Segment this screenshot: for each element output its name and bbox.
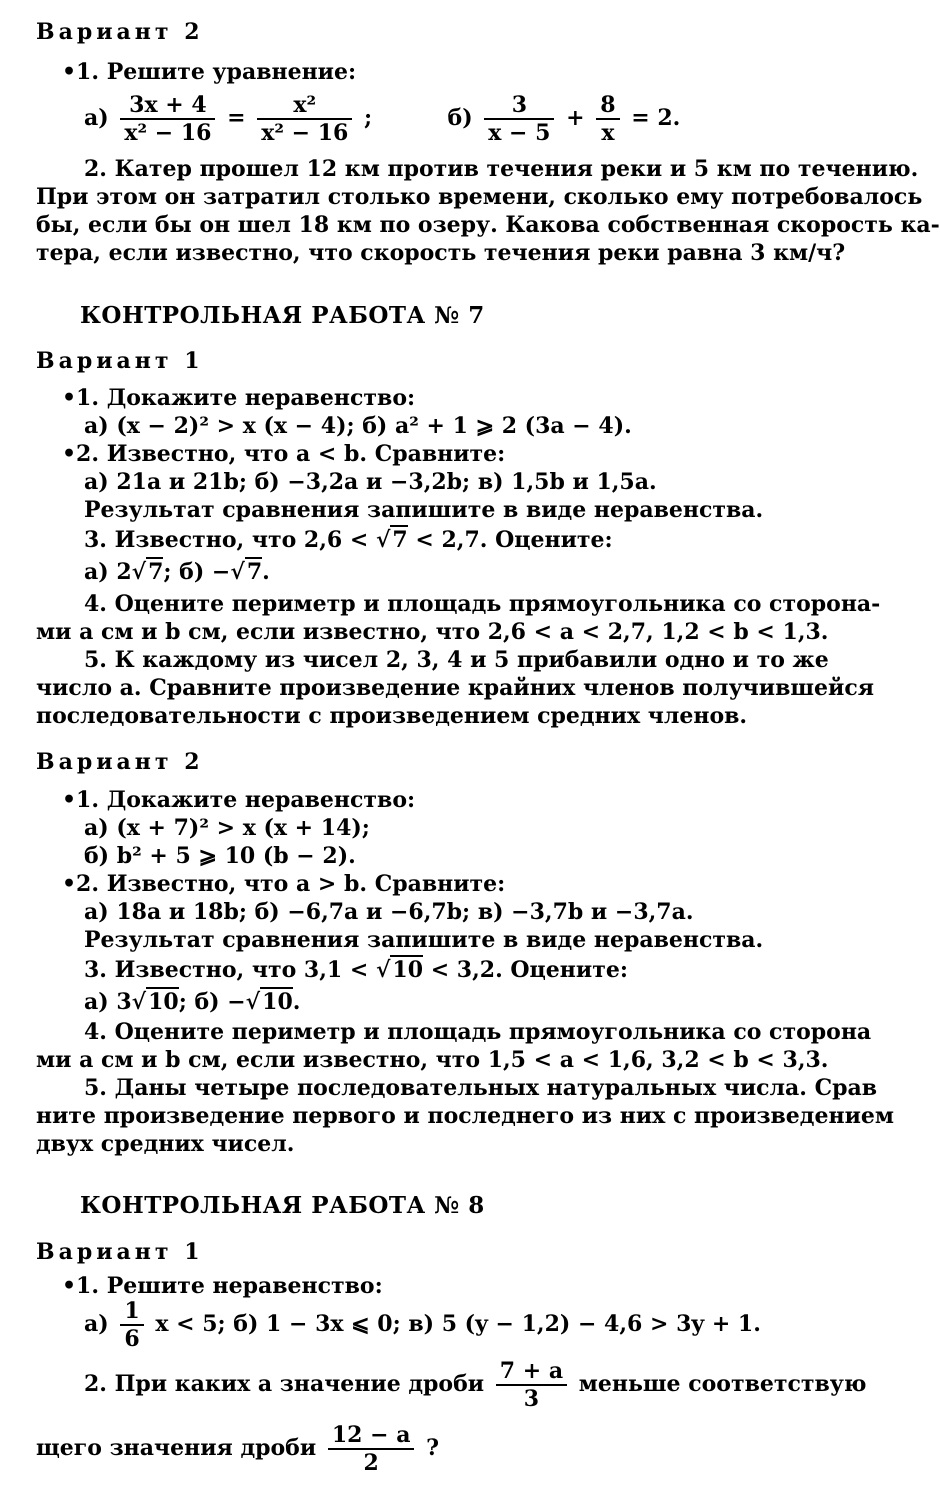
radicand: 7 <box>148 559 164 585</box>
task-3-text: 3. Известно, что 2,6 < √ <box>84 527 391 553</box>
radicand: 7 <box>246 559 263 585</box>
task-2-line: тера, если известно, что скорость течения реки равна 3 км/ч? <box>36 240 846 266</box>
task-5-line: двух средних чисел. <box>36 1131 295 1157</box>
numerator: 3x + 4 <box>120 92 215 120</box>
fraction <box>496 1358 567 1412</box>
task-4-line: 4. Оцените периметр и площадь прямоугольника со сторона <box>84 1019 872 1045</box>
task-1-item: а) (x + 7)² > x (x + 14); <box>84 815 370 841</box>
task-1: •1. Докажите неравенство: <box>62 385 416 411</box>
task-5-line: ните произведение первого и последнего из них с произведением <box>36 1103 894 1129</box>
radicand: 7 <box>392 527 408 553</box>
task-1-items <box>84 1298 761 1352</box>
task-2-items: а) 18a и 18b; б) −6,7a и −6,7b; в) −3,7b и −3,7a. <box>84 899 694 925</box>
task-3-items <box>84 558 270 586</box>
variant-heading: Вариант 1 <box>36 348 204 374</box>
test-heading: КОНТРОЛЬНАЯ РАБОТА № 7 <box>80 302 485 329</box>
task-5-line: последовательности с произведением средних членов. <box>36 703 748 729</box>
task-3 <box>84 526 613 554</box>
semicolon: ; <box>364 105 373 131</box>
task-5-line: 5. К каждому из чисел 2, 3, 4 и 5 прибавили одно и то же <box>84 647 829 673</box>
numerator: 12 − a <box>328 1422 415 1450</box>
question-mark: ? <box>426 1435 440 1461</box>
denominator: x <box>601 120 615 146</box>
fraction <box>484 92 554 146</box>
denominator: 6 <box>124 1326 140 1352</box>
fraction <box>596 92 619 146</box>
fraction <box>257 92 352 146</box>
fraction <box>328 1422 415 1476</box>
task-1-item: б) b² + 5 ⩾ 10 (b − 2). <box>84 843 356 869</box>
task-1-items: а) (x − 2)² > x (x − 4); б) a² + 1 ⩾ 2 (3a − 4). <box>84 413 632 439</box>
task-2-items: а) 21a и 21b; б) −3,2a и −3,2b; в) 1,5b и 1,5a. <box>84 469 657 495</box>
numerator: x² <box>257 92 352 120</box>
task-3-items <box>84 988 300 1016</box>
denominator: x² − 16 <box>261 120 349 146</box>
task-2-text: щего значения дроби <box>36 1435 317 1461</box>
task-2-line: При этом он затратил столько времени, сколько ему потребовалось <box>36 184 923 210</box>
numerator: 1 <box>120 1298 143 1326</box>
task-3-text: < 2,7. Оцените: <box>407 527 613 553</box>
task-2: •2. Известно, что a < b. Сравните: <box>62 441 506 467</box>
fraction <box>120 1298 143 1352</box>
task-2-line: 2. Катер прошел 12 км против течения реки и 5 км по течению. <box>84 156 919 182</box>
denominator: 3 <box>523 1386 540 1412</box>
task-1: •1. Докажите неравенство: <box>62 787 416 813</box>
task-5-line: 5. Даны четыре последовательных натуральных числа. Срав <box>84 1075 878 1101</box>
variant-heading: Вариант 1 <box>36 1239 204 1265</box>
task-2-line: бы, если бы он шел 18 км по озеру. Какова собственная скорость ка- <box>36 212 940 238</box>
denominator: 2 <box>363 1450 379 1476</box>
task-2-line <box>36 1422 439 1476</box>
task-2: •2. Известно, что a > b. Сравните: <box>62 871 506 897</box>
equation-end: = 2. <box>631 105 681 131</box>
item-end: . <box>262 559 270 585</box>
radicand: 10 <box>148 989 179 1015</box>
item-b: ; б) −√ <box>163 559 245 585</box>
task-2-note: Результат сравнения запишите в виде неравенства. <box>84 927 764 953</box>
variant-heading: Вариант 2 <box>36 749 204 775</box>
denominator: x² − 16 <box>124 120 212 146</box>
label-b: б) <box>447 105 473 131</box>
variant-heading: Вариант 2 <box>36 19 204 45</box>
task-4-line: ми a см и b см, если известно, что 1,5 < a < 1,6, 3,2 < b < 3,3. <box>36 1047 829 1073</box>
task-1: •1. Решите уравнение: <box>62 59 357 85</box>
task-3-text: < 3,2. Оцените: <box>423 957 628 983</box>
task-4-line: 4. Оцените периметр и площадь прямоугольника со сторона- <box>84 591 881 617</box>
numerator: 3 <box>484 92 554 120</box>
numerator: 7 + a <box>496 1358 567 1386</box>
label-a: а) <box>84 1311 109 1337</box>
equals-sign: = <box>227 105 246 131</box>
task-3-text: 3. Известно, что 3,1 < √ <box>84 957 391 983</box>
task-3 <box>84 956 628 984</box>
label-a: а) <box>84 105 109 131</box>
item-a: а) 3√ <box>84 989 147 1015</box>
fraction <box>120 92 215 146</box>
task-2-line <box>84 1358 866 1412</box>
task-1: •1. Решите неравенство: <box>62 1273 383 1299</box>
numerator: 8 <box>596 92 619 120</box>
radicand: 10 <box>262 989 293 1015</box>
item-end: . <box>292 989 301 1015</box>
radicand: 10 <box>392 957 424 983</box>
task-5-line: число a. Сравните произведение крайних членов получившейся <box>36 675 874 701</box>
plus-sign: + <box>566 105 585 131</box>
task-1-equations <box>84 92 680 146</box>
task-4-line: ми a см и b см, если известно, что 2,6 < a < 2,7, 1,2 < b < 1,3. <box>36 619 829 645</box>
test-heading: КОНТРОЛЬНАЯ РАБОТА № 8 <box>80 1192 485 1219</box>
item-b: ; б) −√ <box>178 989 261 1015</box>
task-2-note: Результат сравнения запишите в виде неравенства. <box>84 497 764 523</box>
task-2-text: 2. При каких a значение дроби <box>84 1371 485 1397</box>
item-a: а) 2√ <box>84 559 147 585</box>
denominator: x − 5 <box>488 120 551 146</box>
task-1-rest: x < 5; б) 1 − 3x ⩽ 0; в) 5 (y − 1,2) − 4,6 > 3y + 1. <box>155 1311 761 1337</box>
task-2-text: меньше соответствую <box>578 1371 867 1397</box>
